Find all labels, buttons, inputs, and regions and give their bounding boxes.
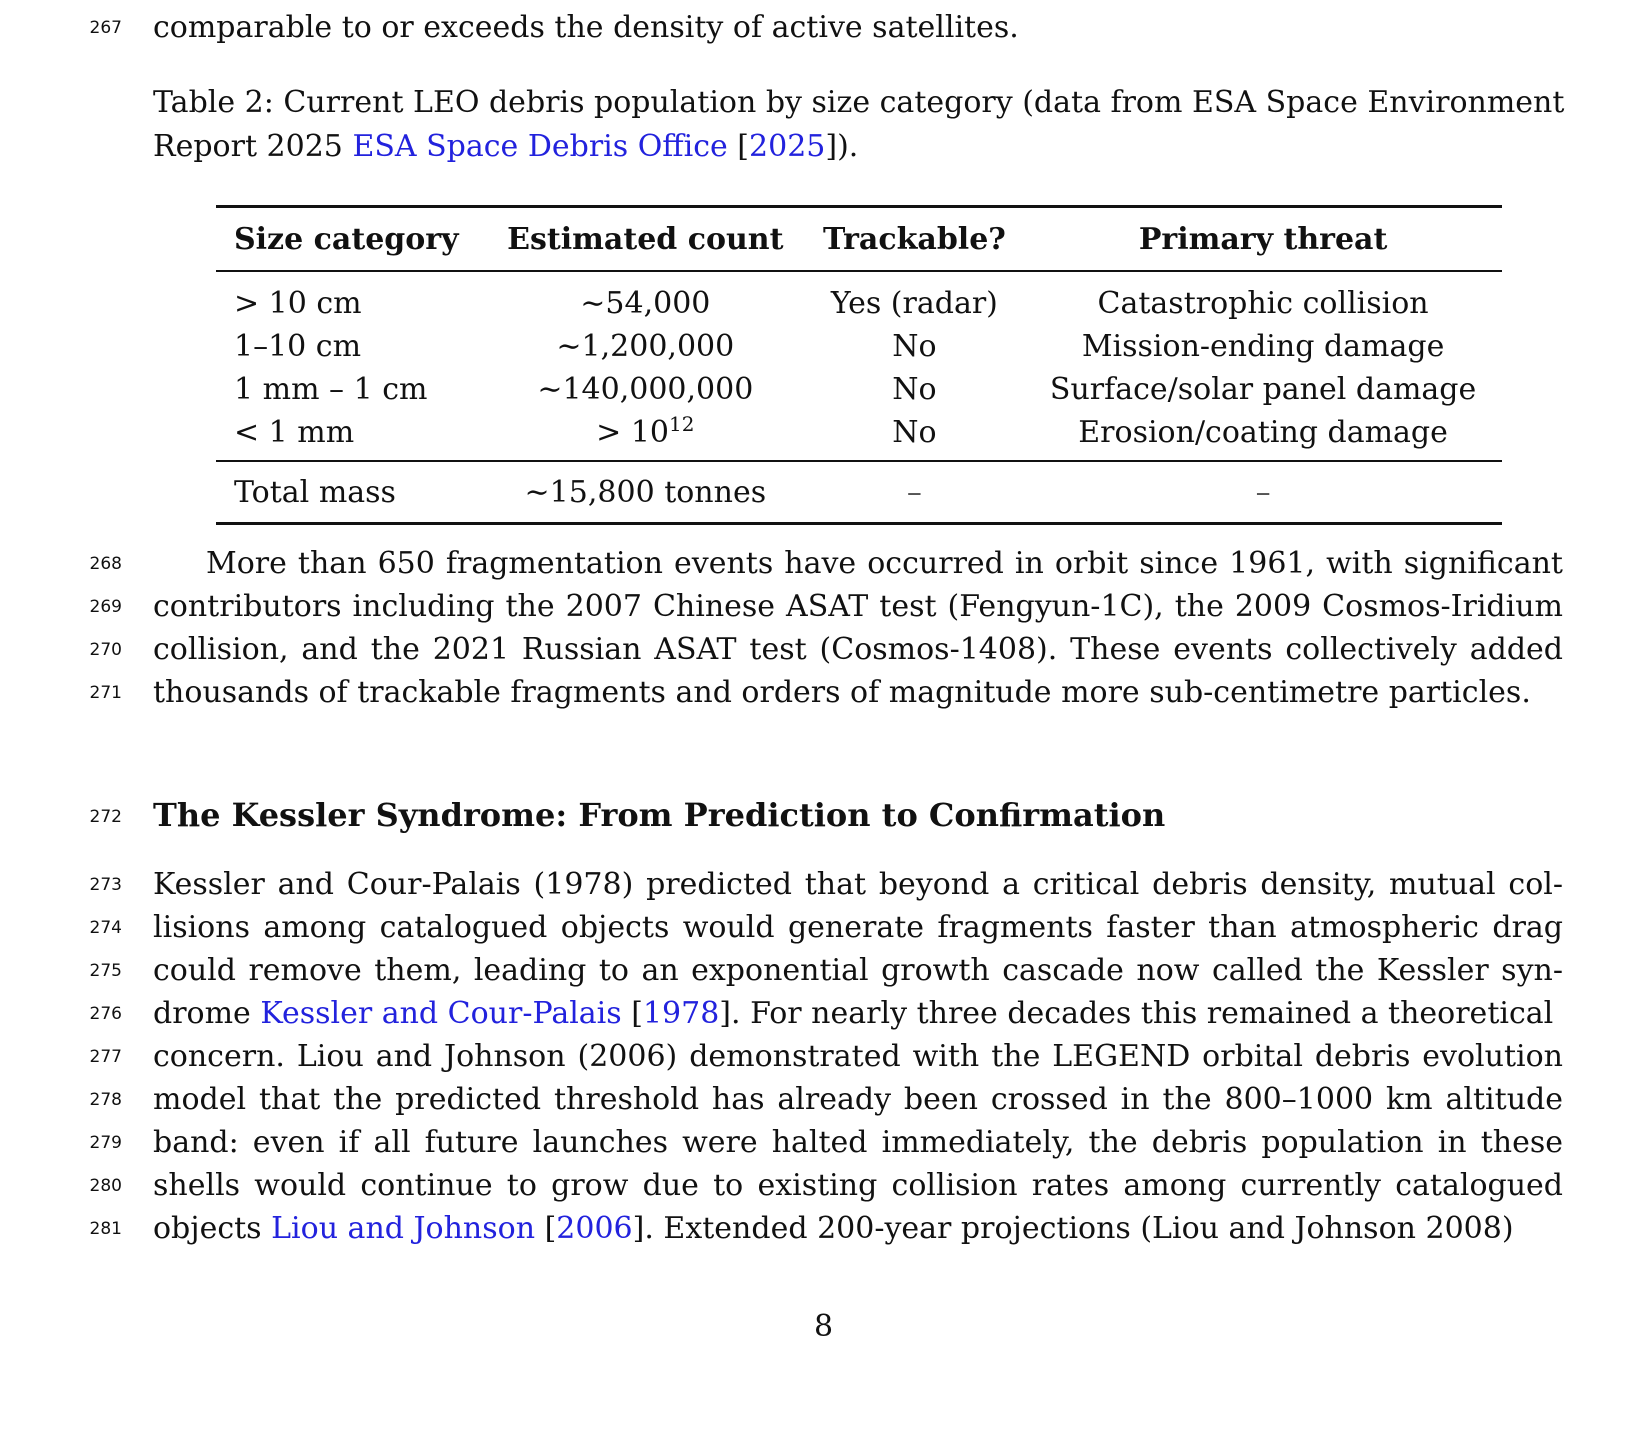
line-number: 279 [89, 1133, 122, 1153]
body-text-line: concern. Liou and Johnson (2006) demonstrated with the LEGEND orbital debris evolution [153, 1039, 1563, 1074]
body-text-line: band: even if all future launches were halted immediately, the debris population in these [153, 1125, 1563, 1160]
bracket: [ [727, 129, 750, 164]
line-number: 274 [89, 918, 122, 938]
cell-trackable: No [892, 329, 937, 364]
header-primary-threat: Primary threat [1138, 221, 1388, 257]
citation-link[interactable]: Liou and Johnson [271, 1211, 536, 1246]
cell-threat: Mission-ending damage [1081, 329, 1445, 364]
header-trackable: Trackable? [822, 221, 1006, 257]
line-number: 281 [89, 1219, 122, 1239]
citation-year-link[interactable]: 1978 [642, 996, 720, 1031]
cell-count [486, 411, 805, 461]
body-text-line: comparable to or exceeds the density of active satellites. [153, 10, 1019, 45]
line-number: 278 [89, 1090, 122, 1110]
table-row [216, 271, 1502, 325]
line-number: 270 [89, 640, 122, 660]
line-number: 267 [89, 18, 122, 38]
body-text: ]. For nearly three decades this remained a theoretical [719, 996, 1554, 1031]
caption-prefix: Table 2: [153, 85, 274, 120]
table-row [216, 411, 1502, 461]
header-estimated-count: Estimated count [507, 221, 784, 257]
body-text: drome [153, 996, 261, 1031]
body-text: ]. Extended 200-year projections (Liou and Johnson 2008) [632, 1211, 1514, 1246]
line-number: 272 [89, 807, 122, 827]
cell-threat: Catastrophic collision [1097, 286, 1429, 321]
cell-trackable: No [892, 415, 937, 450]
line-number: 276 [89, 1004, 122, 1024]
body-text-line [153, 1207, 1563, 1251]
citation-link[interactable]: ESA Space Debris Office [352, 129, 728, 164]
cell-size: 1–10 cm [234, 329, 362, 364]
cell-threat: Surface/solar panel damage [1049, 372, 1477, 407]
bracket: ]). [825, 129, 859, 164]
page-number: 8 [813, 1309, 834, 1344]
citation-year-link[interactable]: 2006 [556, 1211, 633, 1246]
citation-link[interactable]: Kessler and Cour-Palais [260, 996, 622, 1031]
cell-threat: – [1255, 474, 1271, 510]
cell-trackable: No [892, 372, 937, 407]
body-text-line: contributors including the 2007 Chinese ASAT test (Fengyun-1C), the 2009 Cosmos-Iridium [153, 589, 1563, 624]
body-text-line: could remove them, leading to an exponential growth cascade now called the Kessler syn- [153, 953, 1563, 988]
debris-table [216, 205, 1502, 525]
bracket: [ [621, 996, 643, 1031]
line-number: 277 [89, 1047, 122, 1067]
line-number: 273 [89, 875, 122, 895]
cell-size: < 1 mm [234, 415, 355, 450]
table-header-row [216, 207, 1502, 272]
cell-count: ∼54,000 [580, 286, 711, 321]
line-number: 268 [89, 554, 122, 574]
table-caption [153, 81, 1563, 169]
citation-year-link[interactable]: 2025 [749, 129, 826, 164]
line-number: 275 [89, 961, 122, 981]
body-text-line: collision, and the 2021 Russian ASAT test (Cosmos-1408). These events collectively added [153, 632, 1563, 667]
line-number: 271 [89, 683, 122, 703]
body-text-line [153, 992, 1563, 1036]
body-text-line: model that the predicted threshold has already been crossed in the 800–1000 km altitude [153, 1082, 1563, 1117]
body-text: objects [153, 1211, 272, 1246]
caption-text: Current LEO debris population by size category (data from ESA Space Environment [283, 85, 1565, 120]
cell-trackable: – [906, 474, 922, 510]
caption-text: Report 2025 [153, 129, 353, 164]
line-number: 280 [89, 1176, 122, 1196]
count-exponent: 12 [669, 412, 695, 436]
cell-trackable: Yes (radar) [830, 286, 998, 321]
body-text-line: lisions among catalogued objects would generate fragments faster than atmospheric drag [153, 910, 1563, 945]
debris-population-table [216, 205, 1502, 525]
caption-line-2 [153, 125, 1563, 169]
body-text-line: thousands of trackable fragments and orders of magnitude more sub-centimetre particles. [153, 675, 1531, 710]
line-number: 269 [89, 597, 122, 617]
bracket: [ [535, 1211, 557, 1246]
count-base: > 10 [596, 415, 670, 450]
caption-line-1 [153, 81, 1563, 125]
body-text-line: More than 650 fragmentation events have occurred in orbit since 1961, with significant [206, 546, 1563, 581]
table-row [216, 368, 1502, 411]
cell-count: ∼15,800 tonnes [524, 474, 767, 510]
cell-size: Total mass [234, 474, 396, 510]
section-heading: The Kessler Syndrome: From Prediction to Confirmation [153, 796, 1166, 834]
table-footer-row [216, 461, 1502, 524]
cell-size: 1 mm – 1 cm [234, 372, 428, 407]
body-text-line: Kessler and Cour-Palais (1978) predicted that beyond a critical debris density, mutual col- [153, 867, 1563, 902]
cell-threat: Erosion/coating damage [1078, 415, 1448, 450]
cell-count: ∼140,000,000 [537, 372, 754, 407]
table-row [216, 325, 1502, 368]
body-text-line: shells would continue to grow due to existing collision rates among currently catalogued [153, 1168, 1563, 1203]
cell-size: > 10 cm [234, 286, 362, 321]
header-size-category: Size category [234, 221, 459, 257]
cell-count: ∼1,200,000 [556, 329, 735, 364]
